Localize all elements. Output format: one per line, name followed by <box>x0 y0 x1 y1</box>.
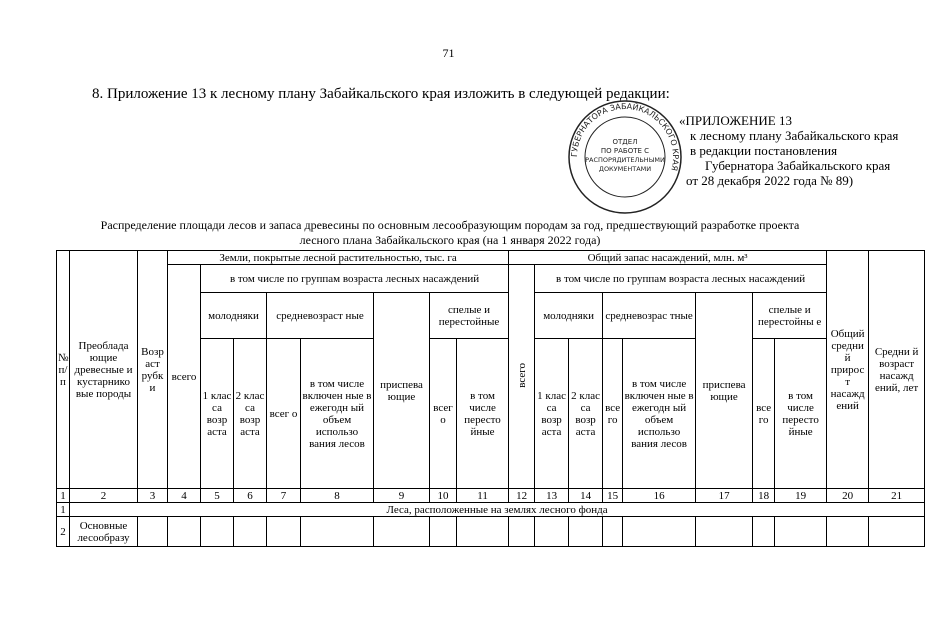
header-stock-middle-total: все го <box>603 339 623 489</box>
header-stock-total <box>509 265 535 489</box>
colnum-13: 13 <box>535 489 569 503</box>
colnum-7: 7 <box>267 489 301 503</box>
colnum-17: 17 <box>696 489 753 503</box>
colnum-3: 3 <box>138 489 168 503</box>
column-numbers-row <box>57 489 925 503</box>
colnum-2: 2 <box>70 489 138 503</box>
header-forest-class2: 2 клас са возр аста <box>234 339 267 489</box>
header-stock-middle-included: в том числе включен ные в ежегодн ый объем использо вания лесов <box>623 339 696 489</box>
colnum-16: 16 <box>623 489 696 503</box>
header-avg-age: Средни й возраст насажд ений, лет <box>869 251 925 489</box>
colnum-12: 12 <box>509 489 535 503</box>
seal-ring-text: ГУБЕРНАТОРА ЗАБАЙКАЛЬСКОГО КРАЯ <box>569 101 681 172</box>
header-forest-mature-over: в том числе пересто йные <box>457 339 509 489</box>
header-stock-young: молодняки <box>535 293 603 339</box>
seal-line-4: ДОКУМЕНТАМИ <box>598 165 652 173</box>
appendix-line-4: Губернатора Забайкальского края <box>705 158 891 173</box>
header-forest-total: всего <box>168 265 201 489</box>
seal-line-3: РАСПОРЯДИТЕЛЬНЫМИ <box>585 156 665 164</box>
table-title <box>60 218 840 248</box>
appendix-line-1: «ПРИЛОЖЕНИЕ 13 <box>679 113 792 128</box>
colnum-10: 10 <box>430 489 457 503</box>
header-forest-mature-total: всег о <box>430 339 457 489</box>
page-number: 71 <box>442 46 455 60</box>
stock-total-vertical: всего <box>515 362 528 388</box>
header-forest-young: молодняки <box>201 293 267 339</box>
seal-line-2: ПО РАБОТЕ С <box>600 147 650 155</box>
row2-num: 2 <box>57 517 70 547</box>
header-species: Преоблада ющие древесные и кустарнико вые породы <box>70 251 138 489</box>
header-avg-growth: Общий средни й прирос т насажд ений <box>827 251 869 489</box>
appendix-line-2: к лесному плану Забайкальского края <box>690 128 899 143</box>
header-forest-middle-total: всег о <box>267 339 301 489</box>
header-stock-by-age: в том числе по группам возраста лесных насаждений <box>535 265 827 293</box>
instruction-text: 8. Приложение 13 к лесному плану Забайкальского края изложить в следующей редакции: <box>92 86 670 102</box>
colnum-19: 19 <box>775 489 827 503</box>
colnum-5: 5 <box>201 489 234 503</box>
section-row-label: Леса, расположенные на землях лесного фонда <box>70 503 925 517</box>
colnum-4: 4 <box>168 489 201 503</box>
section-row <box>57 503 925 517</box>
header-stock-middle: средневозрас тные <box>603 293 696 339</box>
section-row-num: 1 <box>57 503 70 517</box>
colnum-8: 8 <box>301 489 374 503</box>
header-stock-class2: 2 клас са возр аста <box>569 339 603 489</box>
colnum-6: 6 <box>234 489 267 503</box>
header-forest-ripening: приспева ющие <box>374 293 430 489</box>
forest-distribution-table <box>56 250 925 547</box>
header-age: Возр аст рубк и <box>138 251 168 489</box>
row2-label: Основные лесообразу <box>70 517 138 547</box>
colnum-18: 18 <box>753 489 775 503</box>
header-num: № п/ п <box>57 251 70 489</box>
colnum-9: 9 <box>374 489 430 503</box>
colnum-14: 14 <box>569 489 603 503</box>
colnum-15: 15 <box>603 489 623 503</box>
seal-line-1: ОТДЕЛ <box>612 138 638 146</box>
header-forest-middle: средневозраст ные <box>267 293 374 339</box>
header-stock-class1: 1 клас са возр аста <box>535 339 569 489</box>
header-stock-mature-over: в том числе пересто йные <box>775 339 827 489</box>
header-stock: Общий запас насаждений, млн. м³ <box>509 251 827 265</box>
table-title-line-2: лесного плана Забайкальского края (на 1 января 2022 года) <box>299 233 601 247</box>
appendix-line-5: от 28 декабря 2022 года № 89) <box>686 173 854 188</box>
header-forest-by-age: в том числе по группам возраста лесных насаждений <box>201 265 509 293</box>
colnum-21: 21 <box>869 489 925 503</box>
header-forest-land: Земли, покрытые лесной растительностью, тыс. га <box>168 251 509 265</box>
colnum-20: 20 <box>827 489 869 503</box>
header-forest-mature: спелые и перестойные <box>430 293 509 339</box>
appendix-header <box>660 113 898 188</box>
table-title-line-1: Распределение площади лесов и запаса древесины по основным лесообразующим породам за год, предшествующий разработке проекта <box>100 218 800 232</box>
header-stock-mature-total: все го <box>753 339 775 489</box>
header-stock-mature: спелые и перестойны е <box>753 293 827 339</box>
table-row <box>57 517 925 547</box>
header-forest-class1: 1 клас са возр аста <box>201 339 234 489</box>
appendix-line-3: в редакции постановления <box>690 143 838 158</box>
colnum-1: 1 <box>57 489 70 503</box>
header-stock-ripening: приспева ющие <box>696 293 753 489</box>
header-forest-middle-included: в том числе включен ные в ежегодн ый объем использо вания лесов <box>301 339 374 489</box>
colnum-11: 11 <box>457 489 509 503</box>
